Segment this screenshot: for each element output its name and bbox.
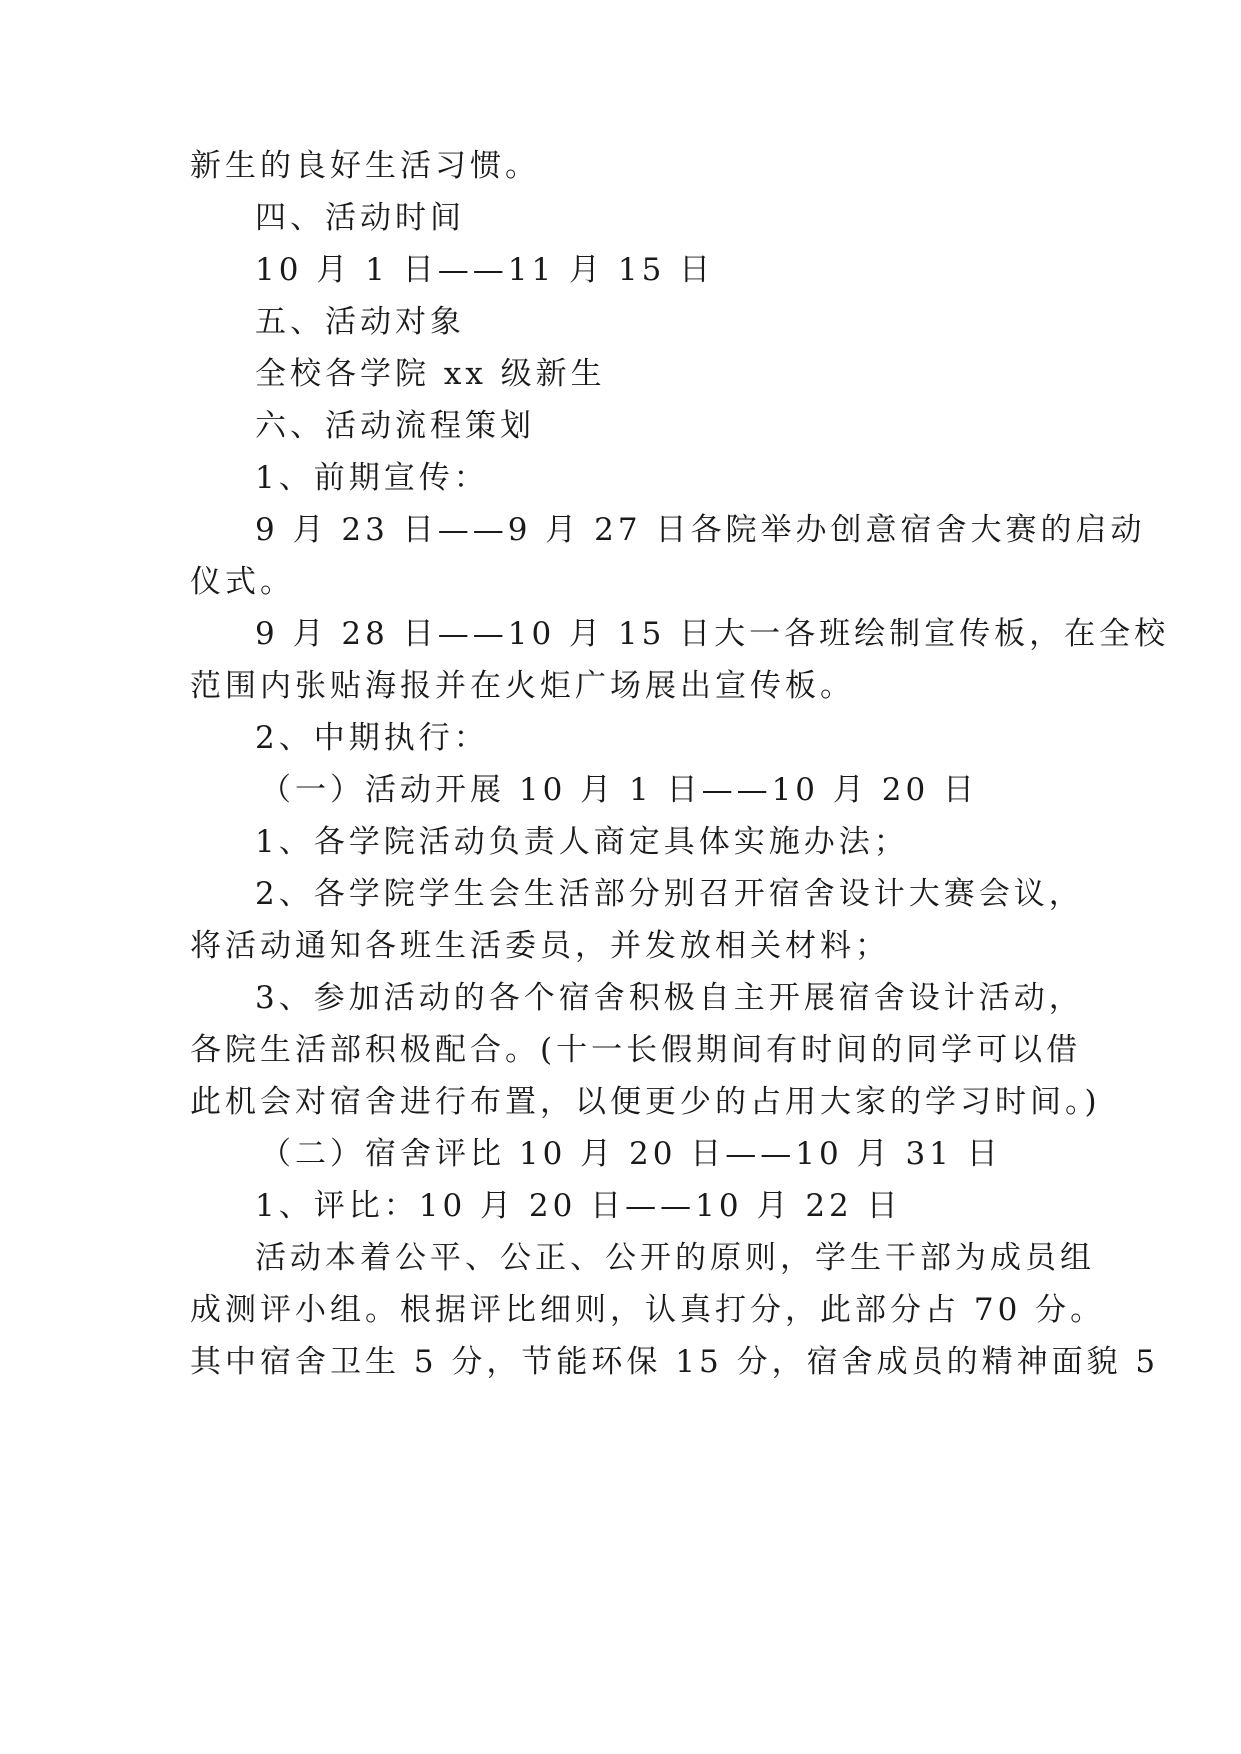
- section-heading-activity-time: 四、活动时间: [255, 200, 465, 236]
- paragraph-line: 1、各学院活动负责人商定具体实施办法；: [255, 824, 909, 860]
- paragraph-line: 范围内张贴海报并在火炬广场展出宣传板。: [190, 668, 855, 704]
- subsection-heading: 2、中期执行：: [255, 720, 489, 756]
- paragraph-line: 各院生活部积极配合。(十一长假期间有时间的同学可以借: [190, 1032, 1082, 1068]
- subsection-heading: （二）宿舍评比 10 月 20 日——10 月 31 日: [260, 1136, 1002, 1172]
- paragraph-line: 9 月 23 日——9 月 27 日各院举办创意宿舍大赛的启动: [255, 512, 1146, 548]
- subsection-heading: 1、前期宣传：: [255, 460, 489, 496]
- paragraph-line: 其中宿舍卫生 5 分，节能环保 15 分，宿舍成员的精神面貌 5: [190, 1344, 1160, 1380]
- paragraph-line: 9 月 28 日——10 月 15 日大一各班绘制宣传板，在全校: [255, 616, 1170, 652]
- paragraph-line: 仪式。: [190, 564, 295, 600]
- paragraph-line: 全校各学院 xx 级新生: [255, 356, 606, 392]
- paragraph-line: 10 月 1 日——11 月 15 日: [255, 252, 715, 288]
- paragraph-line: 1、评比：10 月 20 日——10 月 22 日: [255, 1188, 902, 1224]
- section-heading-activity-target: 五、活动对象: [255, 304, 465, 340]
- paragraph-line: 将活动通知各班生活委员，并发放相关材料；: [190, 928, 890, 964]
- paragraph-line: 此机会对宿舍进行布置，以便更少的占用大家的学习时间。): [190, 1084, 1101, 1120]
- subsection-heading: （一）活动开展 10 月 1 日——10 月 20 日: [260, 772, 979, 808]
- paragraph-line: 新生的良好生活习惯。: [190, 148, 540, 184]
- paragraph-line: 2、各学院学生会生活部分别召开宿舍设计大赛会议，: [255, 876, 1084, 912]
- paragraph-line: 活动本着公平、公正、公开的原则，学生干部为成员组: [255, 1240, 1095, 1276]
- paragraph-line: 3、参加活动的各个宿舍积极自主开展宿舍设计活动，: [255, 980, 1084, 1016]
- section-heading-activity-process: 六、活动流程策划: [255, 408, 535, 444]
- paragraph-line: 成测评小组。根据评比细则，认真打分，此部分占 70 分。: [190, 1292, 1106, 1328]
